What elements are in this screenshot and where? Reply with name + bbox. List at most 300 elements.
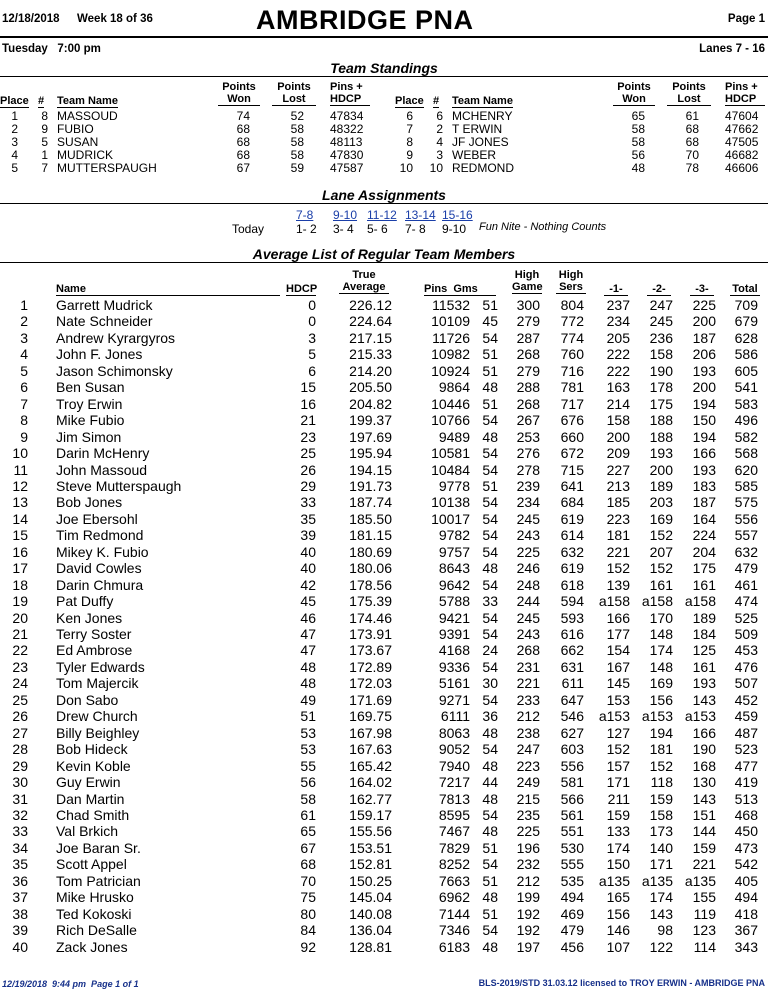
player-high-series: 619 — [560, 560, 584, 577]
player-game-1: 200 — [606, 428, 630, 445]
player-games: 54 — [482, 576, 498, 593]
player-game-3: 193 — [692, 675, 716, 692]
standing-pins-hdcp: 47830 — [330, 148, 364, 162]
player-pins: 9864 — [438, 379, 470, 396]
header-place: Place — [0, 95, 29, 107]
player-rank: 18 — [12, 576, 28, 593]
lane-matchup: 1- 2 — [296, 222, 317, 236]
player-games: 48 — [482, 889, 498, 906]
player-rank: 9 — [20, 428, 28, 445]
player-game-3: 161 — [692, 658, 716, 675]
player-game-3: 151 — [692, 806, 716, 823]
page-label: Page 1 — [727, 13, 765, 25]
player-high-game: 276 — [516, 445, 540, 462]
header-team-name: Team Name — [57, 95, 118, 107]
player-high-game: 221 — [516, 675, 540, 692]
player-game-1: 163 — [606, 379, 630, 396]
player-high-game: 300 — [516, 297, 540, 313]
player-high-game: 196 — [516, 839, 540, 856]
player-pins: 8063 — [438, 724, 470, 741]
player-pins: 11532 — [432, 297, 470, 313]
header-hdcp: HDCP — [286, 283, 318, 295]
standing-place: 2 — [11, 122, 18, 136]
standing-points-won: 74 — [236, 109, 250, 123]
header-team-name: Team Name — [452, 95, 513, 107]
player-game-1: a153 — [598, 708, 630, 725]
header-pins-hdcp: Pins + HDCP — [725, 81, 765, 106]
player-name: Billy Beighley — [56, 724, 140, 741]
header-rule — [0, 36, 768, 38]
average-row — [0, 527, 768, 543]
player-average: 162.77 — [349, 790, 392, 807]
player-rank: 38 — [12, 905, 28, 922]
player-total: 709 — [734, 297, 758, 313]
player-game-1: 237 — [606, 297, 630, 313]
player-average: 205.50 — [349, 379, 392, 396]
player-high-series: 456 — [560, 938, 584, 955]
player-hdcp: 46 — [300, 609, 316, 626]
player-high-game: 253 — [516, 428, 540, 445]
average-row — [0, 939, 768, 955]
player-pins: 6111 — [440, 708, 470, 725]
player-name: Guy Erwin — [56, 774, 121, 791]
player-game-3: 194 — [692, 428, 716, 445]
player-rank: 26 — [12, 708, 28, 725]
player-total: 473 — [734, 839, 758, 856]
player-average: 167.98 — [349, 724, 392, 741]
player-hdcp: 33 — [300, 494, 316, 511]
standings-rule — [0, 76, 768, 77]
player-pins: 9052 — [438, 741, 470, 758]
player-name: Dan Martin — [56, 790, 125, 807]
player-name: Zack Jones — [56, 938, 128, 955]
header-pins-hdcp: Pins + HDCP — [330, 81, 370, 106]
player-high-game: 279 — [516, 362, 540, 379]
standing-points-won: 65 — [631, 109, 645, 123]
player-average: 195.94 — [349, 445, 392, 462]
player-high-series: 760 — [560, 346, 584, 363]
standing-points-lost: 68 — [685, 135, 699, 149]
player-games: 48 — [482, 560, 498, 577]
player-average: 155.56 — [349, 823, 392, 840]
player-game-3: 166 — [692, 724, 716, 741]
player-total: 507 — [734, 675, 758, 692]
player-game-2: 200 — [649, 461, 673, 478]
player-name: Nate Schneider — [56, 313, 153, 330]
player-rank: 2 — [20, 313, 28, 330]
player-hdcp: 40 — [300, 560, 316, 577]
player-game-1: 234 — [606, 313, 630, 330]
header-number: # — [433, 95, 440, 107]
average-row — [0, 297, 768, 313]
player-total: 509 — [734, 626, 758, 642]
player-hdcp: 53 — [300, 741, 316, 758]
player-games: 54 — [482, 609, 498, 626]
average-row — [0, 741, 768, 757]
standing-team-name: MUTTERSPAUGH — [57, 161, 157, 175]
lane-pair: 15-16 — [442, 208, 473, 222]
player-total: 605 — [734, 362, 758, 379]
player-games: 48 — [482, 724, 498, 741]
average-row — [0, 873, 768, 889]
average-row — [0, 856, 768, 872]
player-game-2: 181 — [649, 741, 673, 758]
player-rank: 17 — [12, 560, 28, 577]
player-hdcp: 58 — [300, 790, 316, 807]
player-game-2: 193 — [649, 445, 673, 462]
player-high-series: 660 — [560, 428, 584, 445]
player-pins: 4168 — [438, 642, 470, 659]
standing-place: 7 — [406, 122, 413, 136]
player-games: 54 — [482, 691, 498, 708]
standing-team-name: JF JONES — [452, 135, 509, 149]
standing-place: 6 — [406, 109, 413, 123]
standing-pins-hdcp: 47587 — [330, 161, 364, 175]
standing-team-name: MCHENRY — [452, 109, 513, 123]
player-game-3: 144 — [692, 823, 716, 840]
player-hdcp: 6 — [308, 362, 316, 379]
standing-points-won: 68 — [236, 135, 250, 149]
player-game-3: 159 — [692, 839, 716, 856]
player-total: 405 — [734, 872, 758, 889]
average-row — [0, 922, 768, 938]
player-total: 585 — [734, 477, 758, 494]
player-high-series: 717 — [560, 395, 584, 412]
player-hdcp: 5 — [308, 346, 316, 363]
standing-team-name: MUDRICK — [57, 148, 113, 162]
player-game-2: a135 — [641, 872, 673, 889]
header-points-won: Points Won — [613, 81, 655, 106]
player-games: 36 — [482, 708, 498, 725]
player-game-2: 174 — [649, 642, 673, 659]
player-name: Terry Soster — [56, 626, 132, 642]
player-name: Garrett Mudrick — [56, 297, 153, 313]
player-high-game: 268 — [516, 395, 540, 412]
player-average: 174.46 — [349, 609, 392, 626]
average-row — [0, 313, 768, 329]
standing-team-name: MASSOUD — [57, 109, 118, 123]
player-high-game: 233 — [516, 691, 540, 708]
player-games: 48 — [482, 428, 498, 445]
player-high-game: 288 — [516, 379, 540, 396]
player-game-1: 227 — [606, 461, 630, 478]
player-high-series: 684 — [560, 494, 584, 511]
player-average: 175.39 — [349, 593, 392, 610]
player-rank: 4 — [20, 346, 28, 363]
player-name: Tom Majercik — [56, 675, 139, 692]
header-true-average: True Average — [339, 269, 389, 294]
player-rank: 13 — [12, 494, 28, 511]
player-game-1: 158 — [606, 412, 630, 429]
player-high-game: 287 — [516, 329, 540, 346]
player-games: 51 — [482, 395, 498, 412]
player-game-3: 189 — [692, 609, 716, 626]
player-high-series: 618 — [560, 576, 584, 593]
player-games: 48 — [482, 790, 498, 807]
standing-pins-hdcp: 47662 — [725, 122, 759, 136]
player-game-2: 122 — [649, 938, 673, 955]
average-row — [0, 906, 768, 922]
average-row — [0, 675, 768, 691]
player-pins: 9271 — [438, 691, 470, 708]
standing-place: 5 — [11, 161, 18, 175]
player-games: 54 — [482, 543, 498, 560]
player-average: 150.25 — [349, 872, 392, 889]
footer-print-info: 12/19/2018 9:44 pm Page 1 of 1 — [2, 979, 139, 989]
standing-place: 4 — [11, 148, 18, 162]
average-row — [0, 396, 768, 412]
header-game-2: -2- — [647, 283, 671, 296]
player-games: 24 — [482, 642, 498, 659]
player-games: 51 — [482, 477, 498, 494]
player-total: 419 — [734, 774, 758, 791]
player-rank: 30 — [12, 774, 28, 791]
player-game-3: 130 — [692, 774, 716, 791]
standing-team-number: 6 — [436, 109, 443, 123]
player-game-1: 221 — [606, 543, 630, 560]
player-high-game: 197 — [516, 938, 540, 955]
player-name: Don Sabo — [56, 691, 119, 708]
player-hdcp: 15 — [300, 379, 316, 396]
player-average: 191.73 — [349, 477, 392, 494]
player-game-3: 168 — [692, 757, 716, 774]
player-high-game: 246 — [516, 560, 540, 577]
player-game-2: 190 — [649, 362, 673, 379]
player-pins: 5161 — [438, 675, 470, 692]
player-total: 632 — [734, 543, 758, 560]
player-game-3: 190 — [692, 741, 716, 758]
player-high-game: 232 — [516, 856, 540, 873]
player-game-1: 209 — [606, 445, 630, 462]
lane-assignments-title: Lane Assignments — [322, 187, 446, 203]
player-hdcp: 75 — [300, 889, 316, 906]
player-high-series: 716 — [560, 362, 584, 379]
player-game-3: 221 — [692, 856, 716, 873]
standing-place: 8 — [406, 135, 413, 149]
player-rank: 37 — [12, 889, 28, 906]
player-high-game: 279 — [516, 313, 540, 330]
player-pins: 9642 — [438, 576, 470, 593]
player-game-3: 184 — [692, 626, 716, 642]
standing-pins-hdcp: 47834 — [330, 109, 364, 123]
player-game-3: a135 — [684, 872, 716, 889]
player-high-series: 662 — [560, 642, 584, 659]
player-name: Mike Fubio — [56, 412, 125, 429]
player-game-3: 114 — [693, 938, 716, 955]
standing-pins-hdcp: 48113 — [330, 135, 363, 149]
report-date: 12/18/2018 — [2, 13, 60, 25]
player-rank: 14 — [12, 510, 28, 527]
player-average: 159.17 — [349, 806, 392, 823]
standing-team-number: 10 — [429, 161, 443, 175]
average-row — [0, 823, 768, 839]
player-pins: 7467 — [438, 823, 470, 840]
standing-points-won: 48 — [631, 161, 645, 175]
player-average: 172.89 — [349, 658, 392, 675]
player-hdcp: 51 — [300, 708, 316, 725]
player-high-game: 235 — [516, 806, 540, 823]
average-row — [0, 642, 768, 658]
player-rank: 35 — [12, 856, 28, 873]
player-high-series: 631 — [560, 658, 584, 675]
player-rank: 27 — [12, 724, 28, 741]
player-games: 54 — [482, 329, 498, 346]
footer-license: BLS-2019/STD 31.03.12 licensed to TROY ERWIN - AMBRIDGE PNA — [478, 978, 765, 988]
standing-team-name: WEBER — [452, 148, 497, 162]
standing-pins-hdcp: 46606 — [725, 161, 759, 175]
average-row — [0, 791, 768, 807]
player-high-series: 611 — [561, 675, 584, 692]
player-high-game: 212 — [516, 872, 540, 889]
average-row — [0, 511, 768, 527]
player-high-game: 244 — [516, 593, 540, 610]
player-rank: 1 — [20, 297, 28, 313]
player-name: Joe Ebersohl — [56, 510, 138, 527]
player-average: 153.51 — [349, 839, 392, 856]
player-game-3: 125 — [692, 642, 716, 659]
player-total: 468 — [734, 806, 758, 823]
player-pins: 9757 — [438, 543, 470, 560]
standing-team-number: 4 — [436, 135, 443, 149]
player-total: 679 — [734, 313, 758, 330]
player-high-game: 268 — [516, 642, 540, 659]
standing-place: 10 — [399, 161, 413, 175]
player-rank: 10 — [12, 445, 28, 462]
player-games: 51 — [482, 905, 498, 922]
player-name: Tim Redmond — [56, 527, 144, 544]
player-game-1: 159 — [606, 806, 630, 823]
player-name: Drew Church — [56, 708, 138, 725]
average-row — [0, 445, 768, 461]
player-hdcp: 3 — [308, 329, 316, 346]
player-high-game: 234 — [516, 494, 540, 511]
player-rank: 16 — [12, 543, 28, 560]
average-row — [0, 889, 768, 905]
player-name: Jason Schimonsky — [56, 362, 173, 379]
standing-team-number: 1 — [41, 148, 48, 162]
player-game-2: 236 — [649, 329, 673, 346]
player-total: 367 — [734, 922, 758, 939]
player-game-1: 154 — [606, 642, 630, 659]
average-row — [0, 478, 768, 494]
standing-pins-hdcp: 46682 — [725, 148, 759, 162]
player-hdcp: 47 — [300, 626, 316, 642]
player-games: 30 — [482, 675, 498, 692]
standing-points-won: 58 — [631, 135, 645, 149]
average-list-title: Average List of Regular Team Members — [252, 246, 516, 262]
player-total: 628 — [734, 329, 758, 346]
player-game-1: 166 — [606, 609, 630, 626]
player-high-game: 247 — [516, 741, 540, 758]
player-game-2: 178 — [649, 379, 673, 396]
player-average: 172.03 — [349, 675, 392, 692]
player-hdcp: 42 — [300, 576, 316, 593]
lane-matchup: 9-10 — [442, 222, 467, 236]
player-game-3: 193 — [692, 461, 716, 478]
player-total: 586 — [734, 346, 758, 363]
average-row — [0, 577, 768, 593]
player-average: 215.33 — [349, 346, 392, 363]
player-games: 45 — [482, 313, 498, 330]
player-game-1: 127 — [606, 724, 630, 741]
player-rank: 11 — [13, 461, 28, 478]
lane-pair: 7-8 — [296, 208, 314, 222]
player-game-1: 133 — [606, 823, 630, 840]
standing-team-number: 9 — [41, 122, 48, 136]
player-high-game: 199 — [516, 889, 540, 906]
player-name: John Massoud — [56, 461, 148, 478]
player-game-1: 181 — [606, 527, 630, 544]
player-hdcp: 39 — [300, 527, 316, 544]
player-total: 479 — [734, 560, 758, 577]
player-games: 51 — [482, 297, 498, 313]
player-name: Ted Kokoski — [56, 905, 132, 922]
player-game-1: 171 — [606, 774, 630, 791]
standing-pins-hdcp: 47505 — [725, 135, 759, 149]
average-row — [0, 758, 768, 774]
league-title: AMBRIDGE PNA — [256, 5, 474, 35]
player-high-series: 561 — [560, 806, 584, 823]
lane-matchup: 5- 6 — [367, 222, 388, 236]
player-average: 187.74 — [349, 494, 392, 511]
average-row — [0, 626, 768, 642]
player-high-series: 593 — [560, 609, 584, 626]
player-high-series: 566 — [560, 790, 584, 807]
player-name: Darin Chmura — [56, 576, 144, 593]
player-name: Ben Susan — [56, 379, 125, 396]
player-pins: 6183 — [438, 938, 470, 955]
player-rank: 21 — [12, 626, 28, 642]
player-game-1: a135 — [598, 872, 630, 889]
player-games: 48 — [482, 379, 498, 396]
player-high-series: 616 — [560, 626, 584, 642]
player-name: Pat Duffy — [56, 593, 114, 610]
player-high-series: 530 — [560, 839, 584, 856]
player-total: 453 — [734, 642, 758, 659]
standing-points-lost: 61 — [685, 109, 699, 123]
player-rank: 22 — [12, 642, 28, 659]
player-high-series: 546 — [560, 708, 584, 725]
player-game-1: a158 — [598, 593, 630, 610]
player-game-2: 245 — [649, 313, 673, 330]
standing-points-lost: 58 — [290, 135, 304, 149]
player-game-2: 98 — [657, 922, 673, 939]
player-game-1: 157 — [606, 757, 630, 774]
player-rank: 40 — [12, 938, 28, 955]
player-rank: 29 — [12, 757, 28, 774]
standing-points-lost: 70 — [685, 148, 699, 162]
player-games: 51 — [482, 872, 498, 889]
player-high-series: 641 — [560, 477, 584, 494]
header-points-lost: Points Lost — [667, 81, 711, 106]
player-pins: 10982 — [431, 346, 470, 363]
player-name: Troy Erwin — [56, 395, 123, 412]
player-name: Bob Jones — [56, 494, 123, 511]
average-row — [0, 494, 768, 510]
average-rule — [0, 262, 768, 263]
player-name: Bob Hideck — [56, 741, 128, 758]
player-total: 582 — [734, 428, 758, 445]
player-pins: 9391 — [438, 626, 470, 642]
player-name: Mike Hrusko — [56, 889, 134, 906]
player-game-3: 193 — [692, 362, 716, 379]
lane-matchup: 7- 8 — [405, 222, 426, 236]
header-total: Total — [730, 283, 760, 296]
player-total: 474 — [734, 593, 758, 610]
player-average: 181.15 — [349, 527, 392, 544]
average-row — [0, 708, 768, 724]
player-game-2: 169 — [649, 675, 673, 692]
